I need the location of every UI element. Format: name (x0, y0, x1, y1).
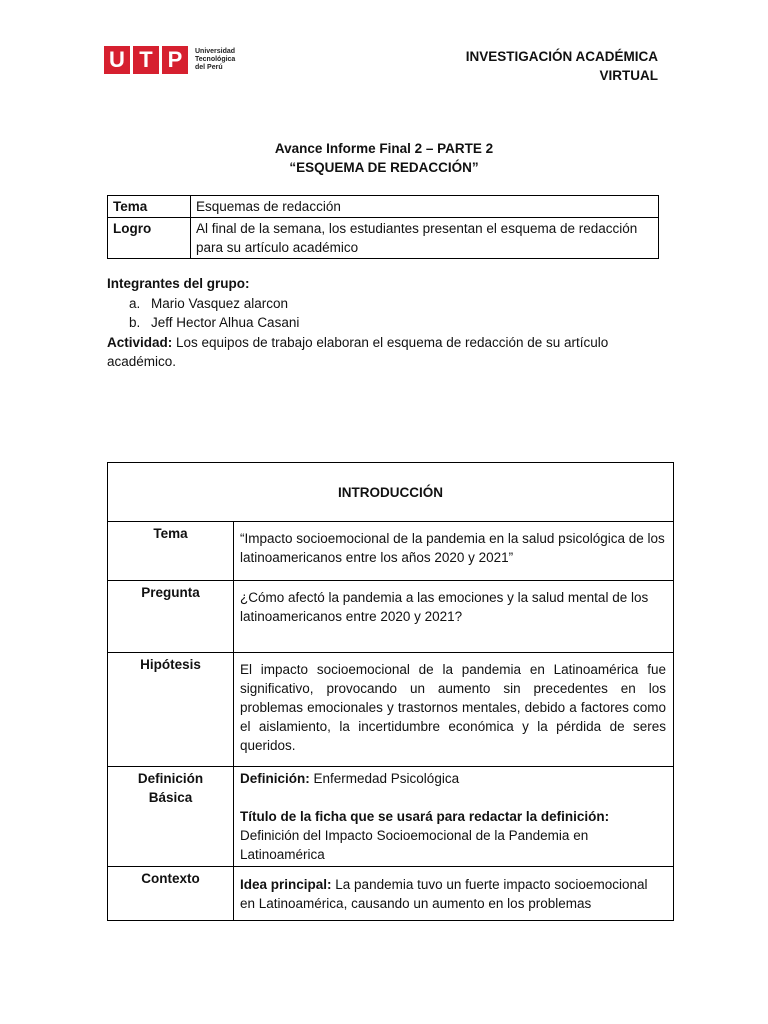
table-row (108, 867, 674, 921)
intro-definicion-value (234, 767, 674, 867)
info-tema-value: Esquemas de redacción (191, 196, 659, 218)
list-item (129, 294, 667, 314)
info-tema-label: Tema (108, 196, 191, 218)
ficha-value: Definición del Impacto Socioemocional de la Pandemia en Latinoamérica (240, 828, 589, 862)
intro-contexto-label: Contexto (108, 867, 234, 921)
info-table (107, 195, 659, 259)
title-line-1: Avance Informe Final 2 – PARTE 2 (274, 141, 494, 156)
group-section (107, 274, 667, 372)
title-line-2: “ESQUEMA DE REDACCIÓN” (289, 160, 479, 175)
member-name: Jeff Hector Alhua Casani (151, 315, 300, 330)
group-heading: Integrantes del grupo: (107, 276, 250, 291)
info-row-tema (108, 196, 659, 218)
intro-definicion-label: Definición Básica (108, 767, 234, 867)
document-title (0, 139, 768, 177)
intro-tema-label: Tema (108, 522, 234, 581)
member-name: Mario Vasquez alarcon (151, 295, 289, 311)
table-row (108, 581, 674, 653)
intro-pregunta-label: Pregunta (108, 581, 234, 653)
header-line-1: INVESTIGACIÓN ACADÉMICA (465, 49, 658, 64)
member-list (107, 294, 667, 333)
info-logro-label: Logro (108, 218, 191, 259)
activity-text: Los equipos de trabajo elaboran el esquema de redacción de su artículo académico. (107, 334, 609, 369)
definicion-key: Definición: (240, 771, 310, 786)
idea-key: Idea principal: (240, 877, 332, 892)
header-line-2: VIRTUAL (599, 68, 658, 83)
activity-label: Actividad: (107, 334, 173, 350)
intro-hipotesis-label: Hipótesis (108, 653, 234, 767)
intro-contexto-value (234, 867, 674, 921)
header-title (466, 47, 658, 85)
info-row-logro (108, 218, 659, 259)
list-item (129, 313, 667, 333)
intro-pregunta-value: ¿Cómo afectó la pandemia a las emociones y la salud mental de los latinoamericanos entre 2020 y 2021? (234, 581, 674, 653)
table-row (108, 767, 674, 867)
logo-letter-p: P (162, 46, 188, 74)
intro-heading: INTRODUCCIÓN (108, 463, 674, 522)
idea-text: La pandemia tuvo un fuerte impacto socioemocional en Latinoamérica, causando un aumento en los problemas (240, 877, 648, 911)
intro-hipotesis-value: El impacto socioemocional de la pandemia en Latinoamérica fue significativo, provocando un aumento sin precedentes en los problemas emocionales y trastornos mentales, debido a factores como el aislamiento, la incertidumbre económica y la pérdida de seres queridos. (234, 653, 674, 767)
intro-header-row (108, 463, 674, 522)
table-row (108, 522, 674, 581)
introduction-table (107, 462, 674, 921)
intro-tema-value: “Impacto socioemocional de la pandemia en la salud psicológica de los latinoamericanos entre los años 2020 y 2021” (234, 522, 674, 581)
list-marker: b. (129, 315, 141, 330)
logo-letter-u: U (104, 46, 130, 74)
info-logro-value: Al final de la semana, los estudiantes presentan el esquema de redacción para su artículo académico (191, 218, 659, 259)
logo-university-name: Universidad Tecnológica del Perú (195, 48, 236, 71)
list-marker: a. (129, 295, 141, 311)
ficha-label: Título de la ficha que se usará para redactar la definición: (240, 809, 610, 824)
definicion-text: Enfermedad Psicológica (309, 771, 460, 786)
activity-paragraph (107, 333, 667, 372)
table-row (108, 653, 674, 767)
utp-logo (104, 46, 235, 74)
logo-letter-t: T (133, 46, 159, 74)
